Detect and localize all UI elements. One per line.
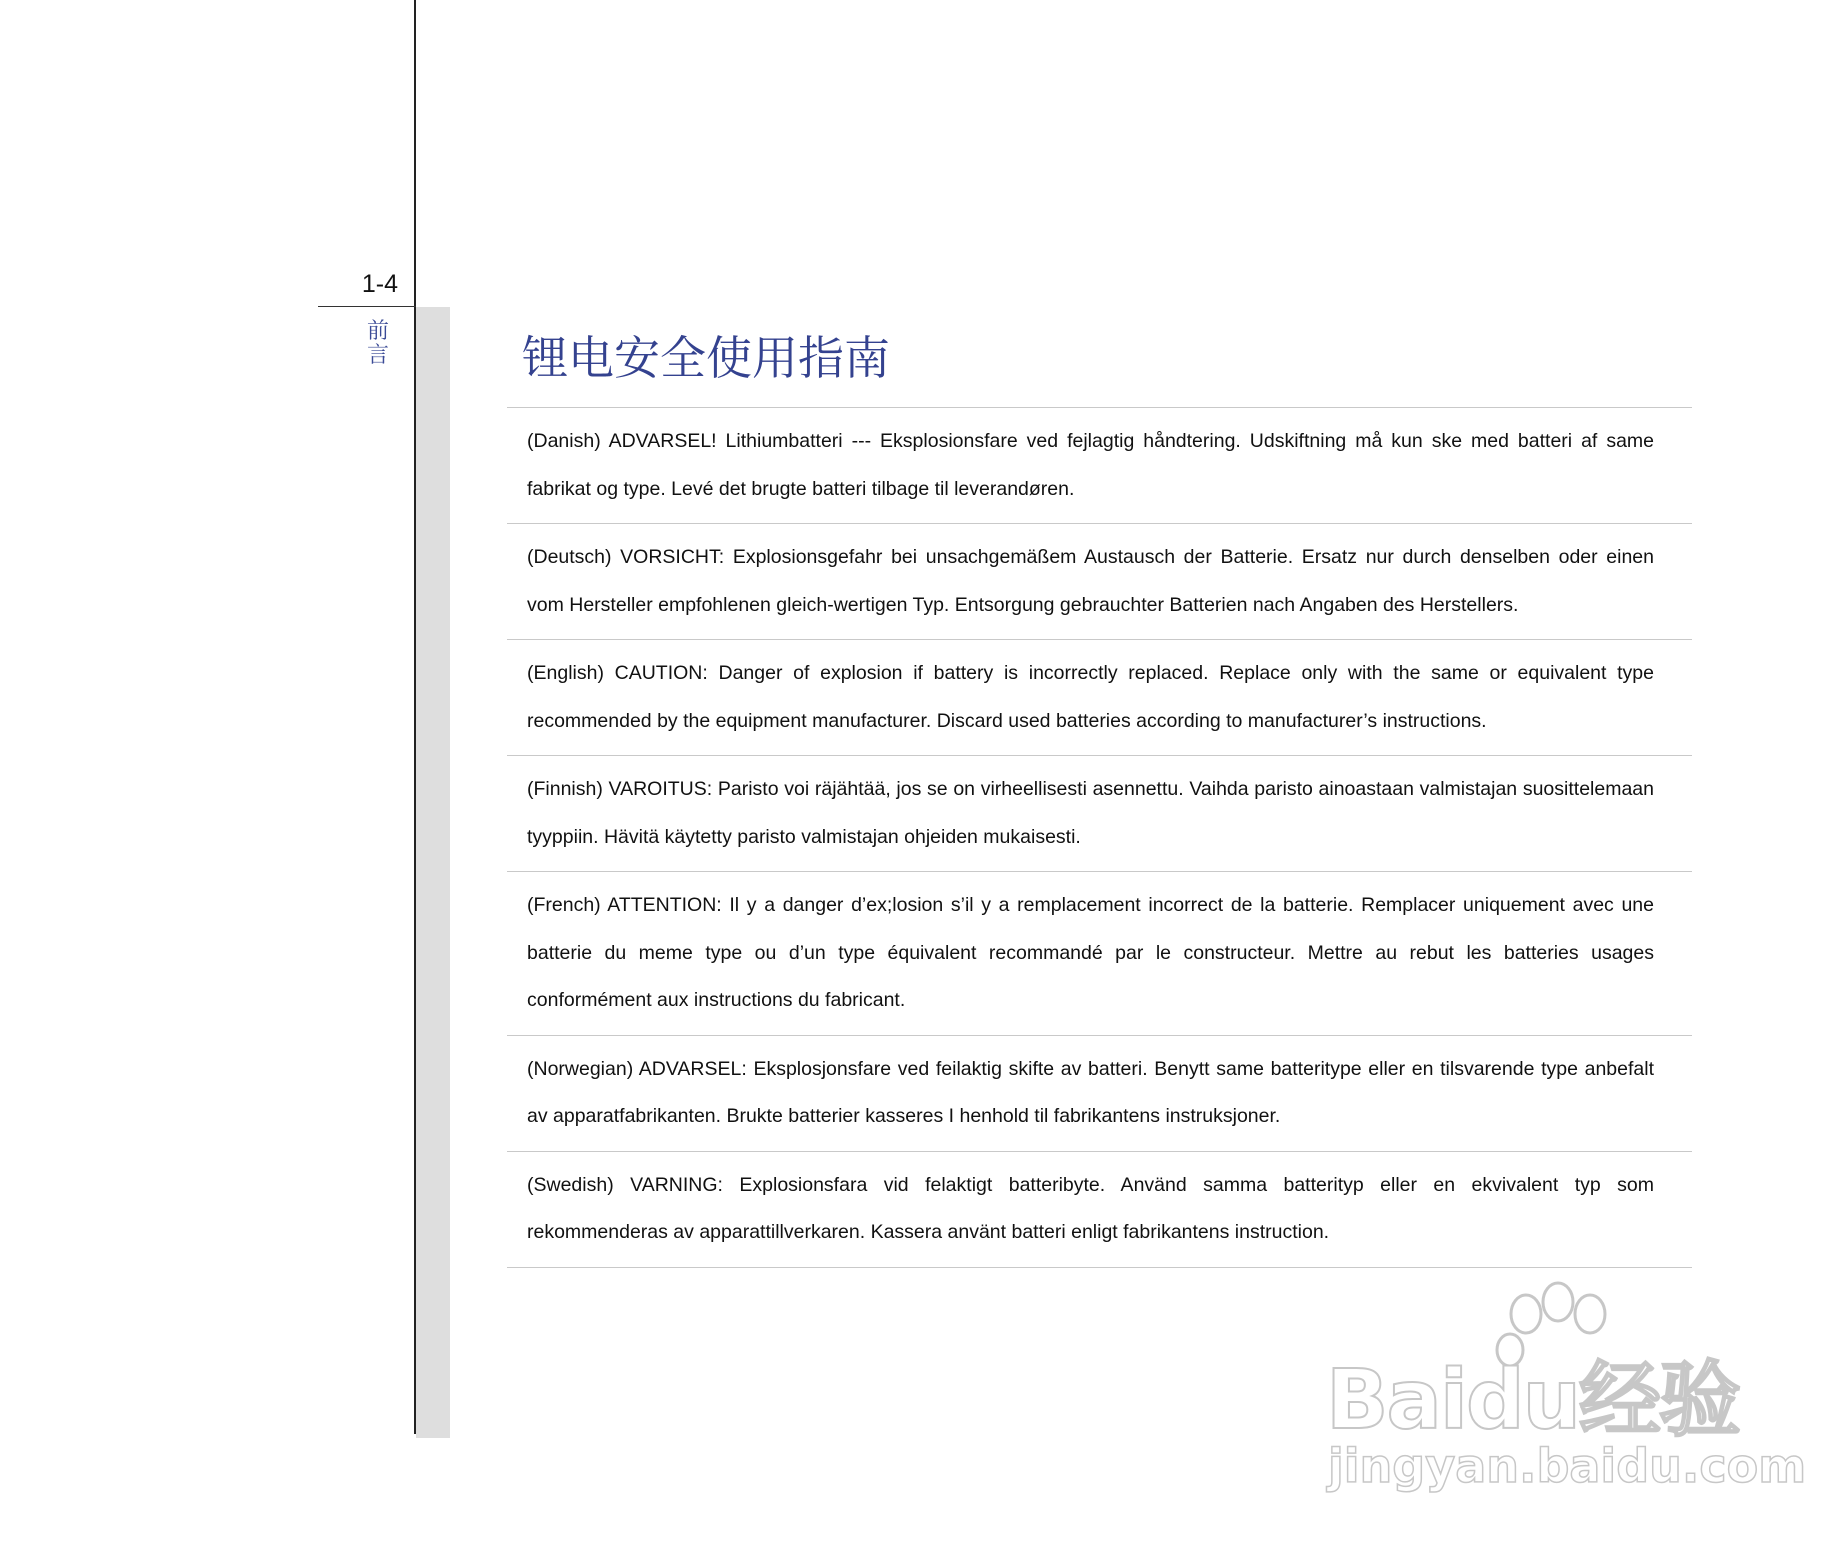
watermark-url: jingyan.baidu.com bbox=[1328, 1439, 1807, 1493]
warning-text: (Finnish) VAROITUS: Paristo voi räjähtää, jos se on virheellisesti asennettu. Vaihda paristo ainoastaan valmistajan suosittelemaan tyyppiin. Hävitä käytetty paristo valmistajan ohjeiden mukaisesti. bbox=[527, 778, 1654, 848]
warning-deutsch bbox=[507, 523, 1692, 639]
page-number: 1-4 bbox=[361, 270, 398, 298]
warnings-list bbox=[507, 407, 1692, 1268]
warning-text: (Deutsch) VORSICHT: Explosionsgefahr bei unsachgemäßem Austausch der Batterie. Ersatz nur durch denselben oder einen vom Hersteller empfohlenen gleich-wertigen Typ. Entsorgung gebrauchter Batterien nach Angaben des Herstellers. bbox=[527, 546, 1654, 616]
page-number-underline bbox=[318, 306, 416, 307]
warning-english bbox=[507, 639, 1692, 755]
warning-swedish bbox=[507, 1151, 1692, 1268]
margin-gray-bar bbox=[416, 307, 450, 1438]
warning-text: (Danish) ADVARSEL! Lithiumbatteri --- Eksplosionsfare ved fejlagtig håndtering. Udskiftning må kun ske med batteri af same fabrikat og type. Levé det brugte batteri tilbage til leverandøren. bbox=[527, 430, 1654, 500]
warning-text: (Norwegian) ADVARSEL: Eksplosjonsfare ved feilaktig skifte av batteri. Benytt same batteritype eller en tilsvarende type anbefalt av apparatfabrikanten. Brukte batterier kasseres I henhold til fabrikantens instruksjoner. bbox=[527, 1057, 1654, 1127]
warning-danish bbox=[507, 407, 1692, 523]
warning-text: (English) CAUTION: Danger of explosion if battery is incorrectly replaced. Replace only with the same or equivalent type recommended by the equipment manufacturer. Discard used batteries according to manufacturer’s instructions. bbox=[527, 662, 1654, 732]
warning-french bbox=[507, 871, 1692, 1035]
warning-norwegian bbox=[507, 1035, 1692, 1151]
baidu-watermark bbox=[1320, 1280, 1807, 1495]
watermark-brand: Baidu经验 bbox=[1326, 1353, 1740, 1448]
page-title: 锂电安全使用指南 bbox=[522, 331, 890, 385]
warning-finnish bbox=[507, 755, 1692, 871]
warning-text: (French) ATTENTION: Il y a danger d’ex;losion s’il y a remplacement incorrect de la batterie. Remplacer uniquement avec une batterie du meme type ou d’un type équivalent recommandé par le constructeur. Mettre au rebut les batteries usages conformément aux instructions du fabricant. bbox=[527, 894, 1654, 1011]
warning-text: (Swedish) VARNING: Explosionsfara vid felaktigt batteribyte. Använd samma batterityp eller en ekvivalent typ som rekommenderas av apparattillverkaren. Kassera använt batteri enligt fabrikantens instruction. bbox=[527, 1173, 1654, 1243]
section-label: 前言 bbox=[366, 319, 389, 368]
